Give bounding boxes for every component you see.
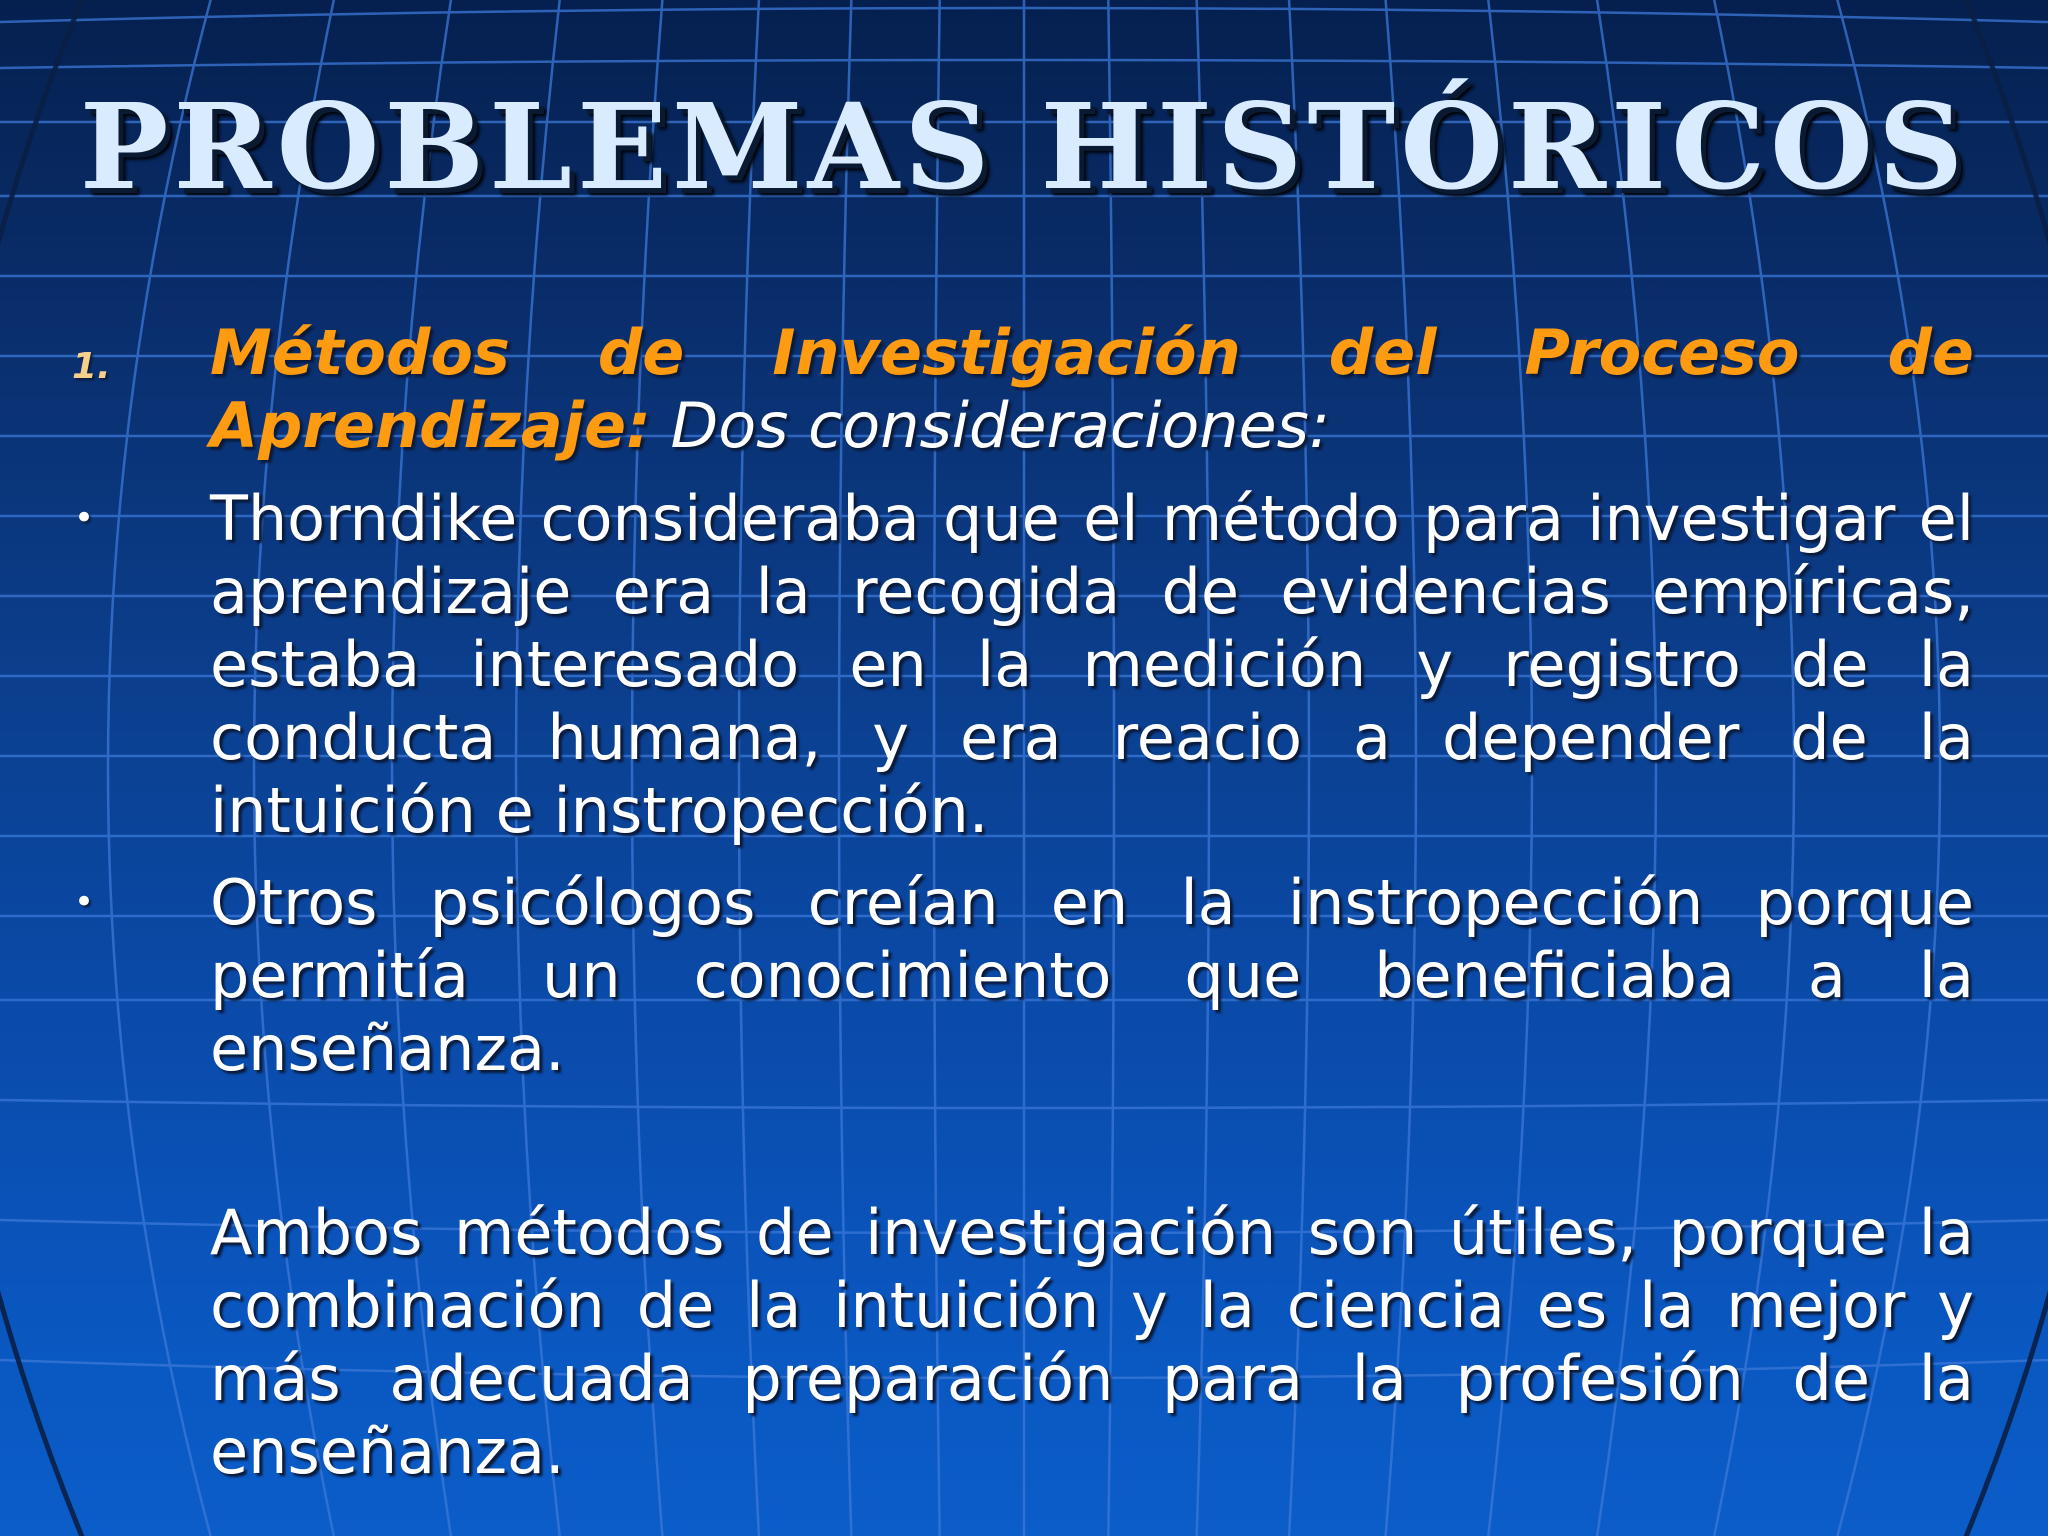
item-heading-rest: Dos consideraciones: <box>650 389 1330 462</box>
item-heading-bold: Métodos de Investigación del Proceso de Aprendizaje: <box>210 316 1974 462</box>
item-number: 1. <box>72 346 111 387</box>
bullet-thorndike: Thorndike consideraba que el método para investigar el aprendizaje era la recogida de evidencias empíricas, estaba interesado en la medición y registro de la conducta humana, y era reacio a depender de la intuición e instropección. <box>210 482 1974 847</box>
bullet-marker-1: • <box>74 498 95 538</box>
conclusion-paragraph: Ambos métodos de investigación son útiles, porque la combinación de la intuición y la ciencia es la mejor y más adecuada preparación para la profesión de la enseñanza. <box>210 1196 1974 1488</box>
slide-title: PROBLEMAS HISTÓRICOS <box>79 77 1969 216</box>
bullet-marker-2: • <box>74 882 95 922</box>
item-heading <box>210 316 1974 462</box>
bullet-otros-psicologos: Otros psicólogos creían en la instropección porque permitía un conocimiento que beneficiaba a la enseñanza. <box>210 866 1974 1085</box>
